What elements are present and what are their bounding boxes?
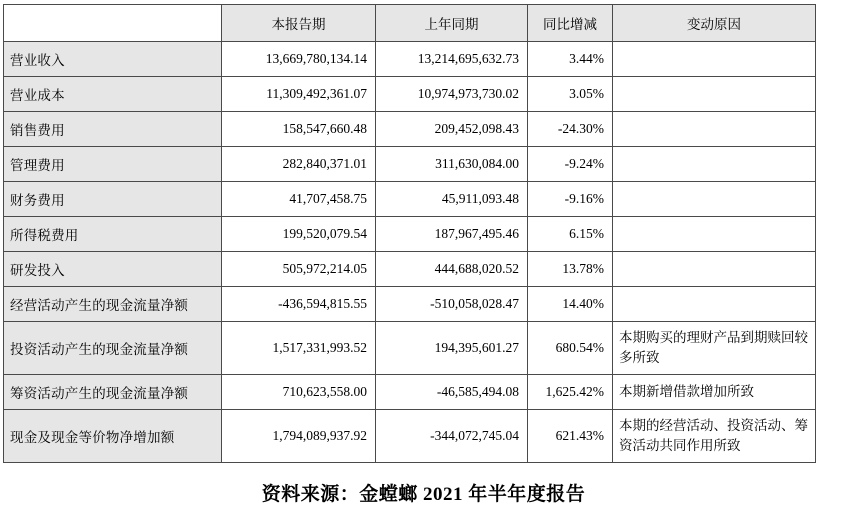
row-reason (613, 147, 816, 182)
row-reason (613, 112, 816, 147)
row-label: 所得税费用 (4, 217, 222, 252)
table-row (4, 287, 816, 322)
table-row (4, 375, 816, 410)
table-header-cell-previous-period: 上年同期 (376, 5, 528, 42)
row-reason: 本期购买的理财产品到期赎回较多所致 (613, 322, 816, 375)
row-change-value: 6.15% (528, 217, 613, 252)
row-label: 经营活动产生的现金流量净额 (4, 287, 222, 322)
row-reason: 本期的经营活动、投资活动、筹资活动共同作用所致 (613, 410, 816, 463)
table-header-cell-change: 同比增减 (528, 5, 613, 42)
row-current-value: 282,840,371.01 (222, 147, 376, 182)
row-reason (613, 42, 816, 77)
row-change-value: -9.16% (528, 182, 613, 217)
row-current-value: 158,547,660.48 (222, 112, 376, 147)
table-row (4, 42, 816, 77)
row-previous-value: 10,974,973,730.02 (376, 77, 528, 112)
source-caption: 资料来源：金螳螂 2021 年半年度报告 (261, 484, 586, 505)
row-current-value: 41,707,458.75 (222, 182, 376, 217)
table-header-cell-current-period: 本报告期 (222, 5, 376, 42)
row-label: 财务费用 (4, 182, 222, 217)
row-label: 营业成本 (4, 77, 222, 112)
row-label: 管理费用 (4, 147, 222, 182)
row-change-value: 680.54% (528, 322, 613, 375)
row-reason: 本期新增借款增加所致 (613, 375, 816, 410)
row-previous-value: 209,452,098.43 (376, 112, 528, 147)
table-row (4, 322, 816, 375)
table-row (4, 182, 816, 217)
financial-table (3, 4, 816, 463)
row-current-value: 1,517,331,993.52 (222, 322, 376, 375)
table-row (4, 252, 816, 287)
row-previous-value: -344,072,745.04 (376, 410, 528, 463)
row-label: 投资活动产生的现金流量净额 (4, 322, 222, 375)
row-change-value: -24.30% (528, 112, 613, 147)
row-current-value: 505,972,214.05 (222, 252, 376, 287)
row-label: 营业收入 (4, 42, 222, 77)
row-label: 现金及现金等价物净增加额 (4, 410, 222, 463)
row-current-value: 11,309,492,361.07 (222, 77, 376, 112)
row-previous-value: 311,630,084.00 (376, 147, 528, 182)
row-change-value: 3.05% (528, 77, 613, 112)
table-header (4, 5, 816, 42)
row-current-value: 1,794,089,937.92 (222, 410, 376, 463)
row-reason (613, 287, 816, 322)
table-body (4, 42, 816, 463)
row-label: 筹资活动产生的现金流量净额 (4, 375, 222, 410)
row-change-value: 1,625.42% (528, 375, 613, 410)
row-change-value: 621.43% (528, 410, 613, 463)
row-previous-value: 187,967,495.46 (376, 217, 528, 252)
row-previous-value: 444,688,020.52 (376, 252, 528, 287)
row-change-value: 13.78% (528, 252, 613, 287)
table-row (4, 217, 816, 252)
table-row (4, 410, 816, 463)
row-current-value: 13,669,780,134.14 (222, 42, 376, 77)
row-reason (613, 77, 816, 112)
row-previous-value: -46,585,494.08 (376, 375, 528, 410)
row-label: 销售费用 (4, 112, 222, 147)
table-header-row (4, 5, 816, 42)
row-previous-value: -510,058,028.47 (376, 287, 528, 322)
row-reason (613, 217, 816, 252)
table-header-cell-blank (4, 5, 222, 42)
table-row (4, 77, 816, 112)
row-change-value: -9.24% (528, 147, 613, 182)
table-row (4, 112, 816, 147)
row-current-value: 199,520,079.54 (222, 217, 376, 252)
row-current-value: -436,594,815.55 (222, 287, 376, 322)
row-reason (613, 182, 816, 217)
row-previous-value: 45,911,093.48 (376, 182, 528, 217)
row-change-value: 3.44% (528, 42, 613, 77)
row-change-value: 14.40% (528, 287, 613, 322)
financial-table-container (3, 4, 815, 463)
row-label: 研发投入 (4, 252, 222, 287)
row-current-value: 710,623,558.00 (222, 375, 376, 410)
table-row (4, 147, 816, 182)
row-reason (613, 252, 816, 287)
table-header-cell-reason: 变动原因 (613, 5, 816, 42)
row-previous-value: 194,395,601.27 (376, 322, 528, 375)
row-previous-value: 13,214,695,632.73 (376, 42, 528, 77)
